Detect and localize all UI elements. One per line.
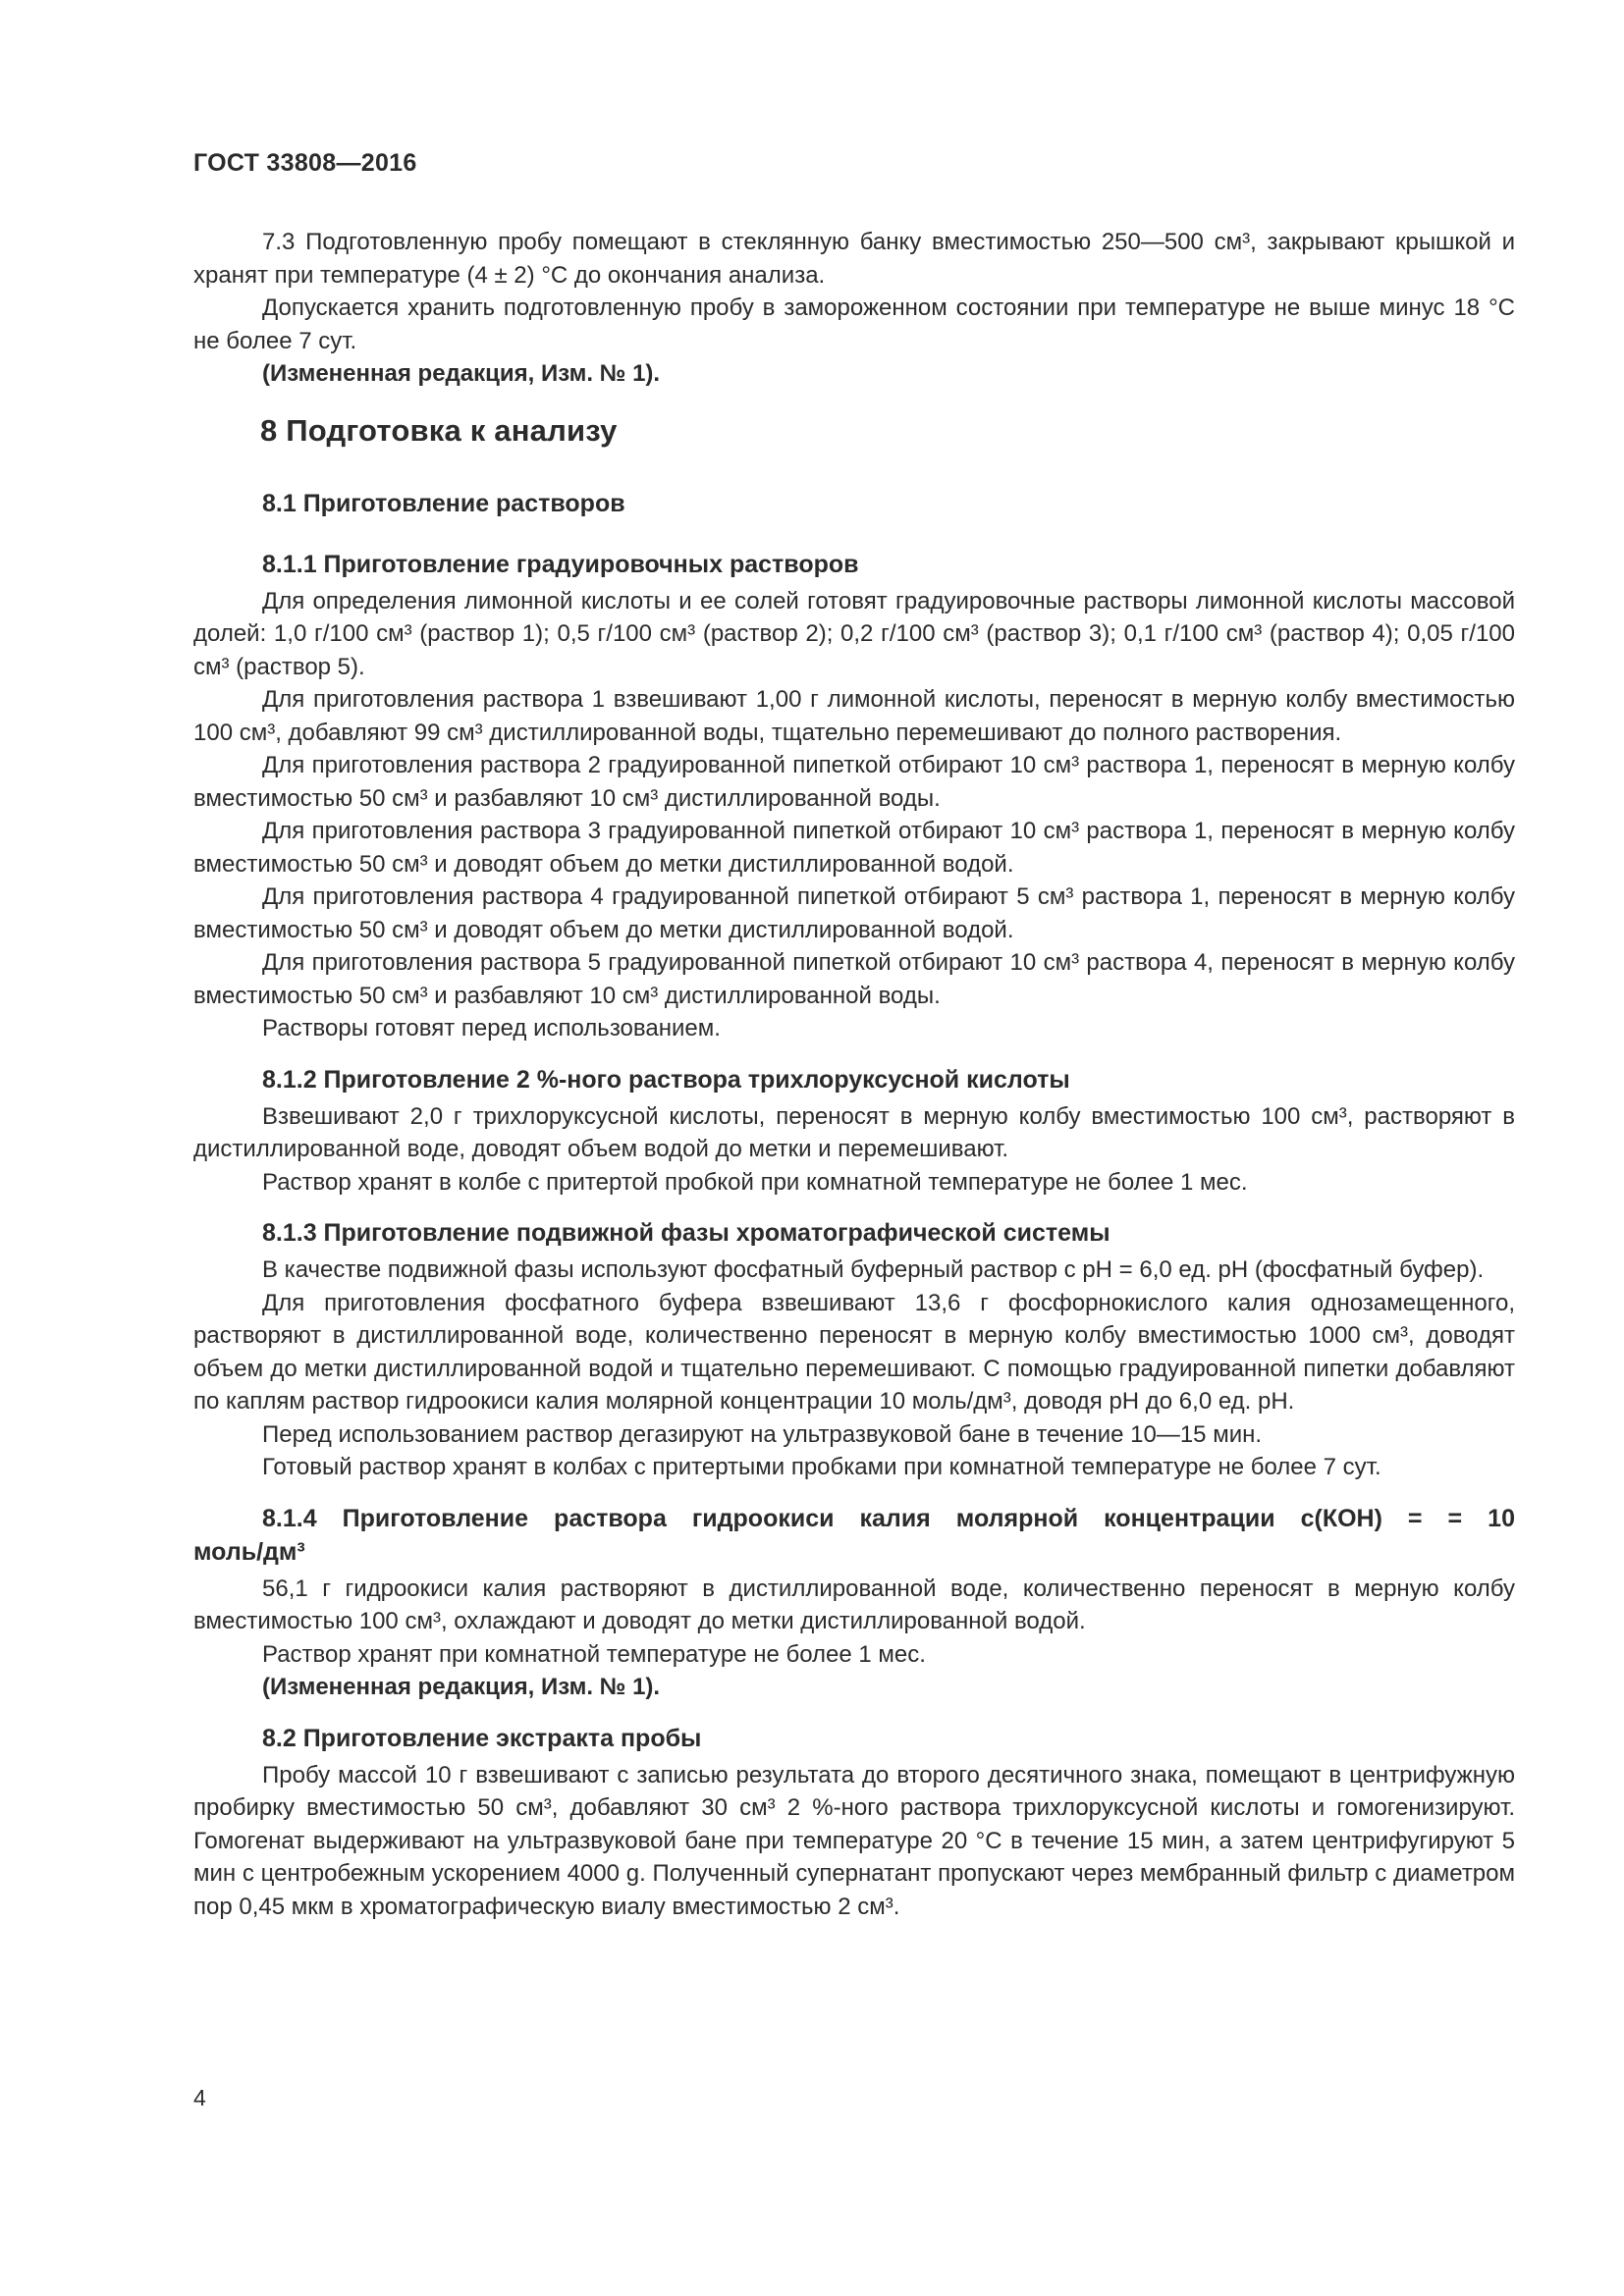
paragraph-8-1-2-a: Взвешивают 2,0 г трихлоруксусной кислоты, переносят в мерную колбу вместимостью 100 см³, растворяют в дистиллированной воде, доводят объем водой до метки и перемешивают. — [193, 1102, 1515, 1162]
paragraph-8-1-1-a: Для определения лимонной кислоты и ее солей готовят градуировочные растворы лимонной кислоты массовой долей: 1,0 г/100 см³ (раствор 1); 0,5 г/100 см³ (раствор 2); 0,2 г/100 см³ (раствор 3); 0,1 г/100 см³ (раствор 4); 0,05 г/100 см³ (раствор 5). — [193, 587, 1515, 680]
section-8-heading: 8 Подготовка к анализу — [260, 412, 618, 448]
paragraph-8-1-3-c: Перед использованием раствор дегазируют на ультразвуковой бане в течение 10—15 мин. — [262, 1420, 1263, 1448]
document-header: ГОСТ 33808—2016 — [193, 149, 417, 177]
paragraph-8-1-3-d: Готовый раствор хранят в колбах с притертыми пробками при комнатной температуре не более 7 сут. — [262, 1454, 1381, 1480]
paragraph-8-1-1-b: Для приготовления раствора 1 взвешивают 1,00 г лимонной кислоты, переносят в мерную колбу вместимостью 100 см³, добавляют 99 см³ дистиллированной воды, тщательно перемешивают до полного растворения. — [193, 686, 1515, 746]
section-8-1-3-heading: 8.1.3 Приготовление подвижной фазы хроматографической системы — [262, 1219, 1110, 1247]
paragraph-8-1-1-g: Растворы готовят перед использованием. — [262, 1015, 721, 1041]
paragraph-8-2-a: Пробу массой 10 г взвешивают с записью результата до второго десятичного знака, помещают в центрифужную пробирку вместимостью 50 см³, добавляют 30 см³ 2 %-ного раствора трихлоруксусной кислоты и гомогенизируют. Гомогенат выдерживают на ультразвуковой бане при температуре 20 °С в течение 15 мин, а затем центрифугируют 5 мин с центробежным ускорением 4000 g. Полученный супернатант пропускают через мембранный фильтр с диаметром пор 0,45 мкм в хроматографическую виалу вместимостью 2 см³. — [193, 1761, 1515, 1920]
paragraph-8-1-3-a: В качестве подвижной фазы используют фосфатный буферный раствор с рН = 6,0 ед. рН (фосфатный буфер). — [262, 1256, 1485, 1283]
amendment-note: (Измененная редакция, Изм. № 1). — [262, 360, 661, 387]
section-8-1-2-heading: 8.1.2 Приготовление 2 %-ного раствора трихлоруксусной кислоты — [262, 1065, 1070, 1094]
document-body — [193, 226, 1515, 1923]
section-8-1-1-heading: 8.1.1 Приготовление градуировочных растворов — [262, 550, 859, 578]
paragraph-8-1-2-b: Раствор хранят в колбе с притертой пробкой при комнатной температуре не более 1 мес. — [262, 1168, 1248, 1196]
section-8-1-heading: 8.1 Приготовление растворов — [262, 489, 625, 517]
paragraph-8-1-3-b: Для приготовления фосфатного буфера взвешивают 13,6 г фосфорнокислого калия однозамещенного, растворяют в дистиллированной воде, количественно переносят в мерную колбу вместимостью 1000 см³, доводят объем до метки дистиллированной водой и тщательно перемешивают. С помощью градуированной пипетки добавляют по каплям раствор гидроокиси калия молярной концентрации 10 моль/дм³, доводя рН до 6,0 ед. рН. — [193, 1289, 1515, 1415]
paragraph-7-3: 7.3 Подготовленную пробу помещают в стеклянную банку вместимостью 250—500 см³, закрывают крышкой и хранят при температуре (4 ± 2) °С до окончания анализа. — [193, 229, 1515, 289]
page-number: 4 — [193, 2085, 206, 2110]
paragraph-8-1-4-a: 56,1 г гидроокиси калия растворяют в дистиллированной воде, количественно переносят в мерную колбу вместимостью 100 см³, охлаждают и доводят до метки дистиллированной водой. — [193, 1575, 1515, 1634]
paragraph-8-1-1-d: Для приготовления раствора 3 градуированной пипеткой отбирают 10 см³ раствора 1, переносят в мерную колбу вместимостью 50 см³ и доводят объем до метки дистиллированной водой. — [193, 818, 1515, 878]
paragraph-8-1-1-c: Для приготовления раствора 2 градуированной пипеткой отбирают 10 см³ раствора 1, переносят в мерную колбу вместимостью 50 см³ и разбавляют 10 см³ дистиллированной воды. — [193, 752, 1515, 812]
paragraph-8-1-1-e: Для приготовления раствора 4 градуированной пипеткой отбирают 5 см³ раствора 1, переносят в мерную колбу вместимостью 50 см³ и доводят объем до метки дистиллированной водой. — [193, 883, 1515, 943]
paragraph-8-1-4-b: Раствор хранят при комнатной температуре не более 1 мес. — [262, 1640, 926, 1668]
paragraph-8-1-1-f: Для приготовления раствора 5 градуированной пипеткой отбирают 10 см³ раствора 4, переносят в мерную колбу вместимостью 50 см³ и разбавляют 10 см³ дистиллированной воды. — [193, 949, 1515, 1009]
amendment-note: (Измененная редакция, Изм. № 1). — [262, 1674, 661, 1700]
paragraph-7-3-storage: Допускается хранить подготовленную пробу в замороженном состоянии при температуре не выше минус 18 °С не более 7 сут. — [193, 294, 1515, 354]
section-8-2-heading: 8.2 Приготовление экстракта пробы — [262, 1724, 702, 1752]
section-8-1-4-heading: 8.1.4 Приготовление раствора гидроокиси калия молярной концентрации с(КОН) = = 10 моль/дм³ — [193, 1504, 1515, 1566]
